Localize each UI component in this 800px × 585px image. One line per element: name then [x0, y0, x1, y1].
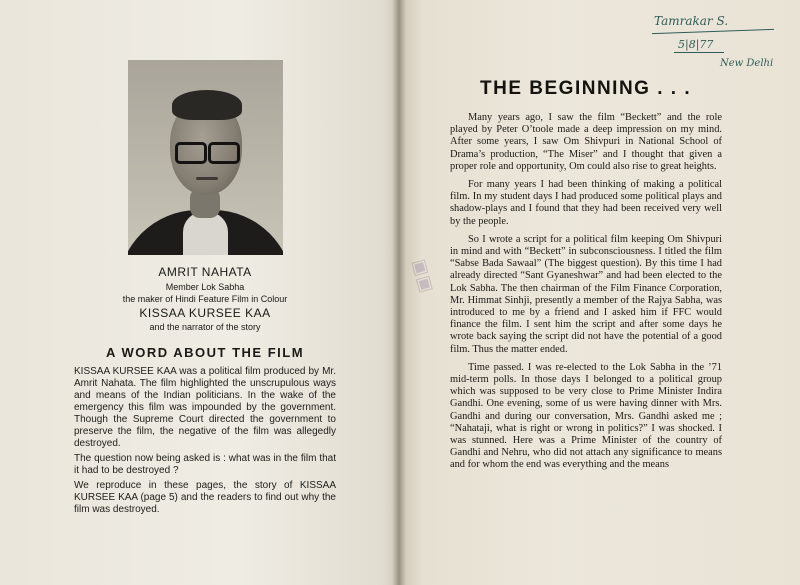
- caption-name: AMRIT NAHATA: [158, 265, 252, 279]
- paragraph: We reproduce in these pages, the story of KISSAA KURSEE KAA (page 5) and the readers to find out why the film was destroyed.: [74, 480, 336, 515]
- handwriting-underline: [674, 52, 724, 53]
- handwritten-place: New Delhi: [720, 58, 774, 69]
- handwritten-name: Tamrakar S.: [654, 14, 729, 28]
- caption-role: Member Lok Sabha: [165, 282, 245, 292]
- faint-stamp: ▣▣: [408, 256, 438, 295]
- caption-narrator: and the narrator of the story: [149, 322, 261, 332]
- paragraph: KISSAA KURSEE KAA was a political film produced by Mr. Amrit Nahata. The film highlighted the unscrupulous ways and means of the Indian politicians. In the wake of the emergency this film was impounded by the government. Though the Supreme Court directed the government to preserve the film, the negative of the film was allegedly destroyed.: [74, 366, 336, 449]
- handwritten-date: 5|8|77: [678, 38, 714, 51]
- caption-maker: the maker of Hindi Feature Film in Colour: [122, 294, 288, 304]
- glasses-icon: [175, 142, 207, 164]
- film-description: [74, 366, 336, 519]
- chapter-title: THE BEGINNING . . .: [480, 78, 692, 99]
- paragraph: Time passed. I was re-elected to the Lok Sabha in the ’71 mid-term polls. In those days I belonged to a political group which was supposed to be very close to Prime Minister Indira Gandhi. One evening, some of us were having dinner with Mrs. Gandhi and during our conversation, Mrs. Gandhi asked me ; “Nahataji, what is right or wrong in politics?” I was shocked. I was stunned. Here was a Prime Minister of the country of Gandhi and Nehru, who did not attach any significance to means and for whom the end was everything and the means: [450, 361, 722, 471]
- paragraph: Many years ago, I saw the film “Beckett” and the role played by Peter O’toole made a deep impression on my mind. After some years, I saw Om Shivpuri in National School of Drama’s production, “The Miser” and I thought that given a proper role and opportunity, Om could also rise to great heights.: [450, 112, 722, 172]
- portrait-photo: [128, 60, 283, 255]
- paragraph: For many years I had been thinking of making a political film. In my student days I had produced some political plays and shadow-plays and I found that they had been received very well by the people.: [450, 179, 722, 227]
- left-page: [0, 0, 398, 585]
- chapter-body: [450, 112, 722, 478]
- section-heading: A WORD ABOUT THE FILM: [105, 345, 305, 360]
- paragraph: The question now being asked is : what was in the film that it had to be destroyed ?: [74, 453, 336, 476]
- paragraph: So I wrote a script for a political film keeping Om Shivpuri in mind and with “Beckett” in subconsciousness. I titled the film “Sabse Bada Sawaal” (The biggest question). By this time I had already directed “Sant Gyaneshwar” and had been elected to the Lok Sabha. The then chairman of the Film Finance Corporation, Mr. Himmat Sinhji, presently a member of the Rajya Sabha, was introduced to me by a friend and I asked him if FFC would finance the film. I sent him the script and after some days he wrote back saying the script did not have the potential of a good film. Thus the matter ended.: [450, 233, 722, 355]
- caption-film-title: KISSAA KURSEE KAA: [139, 306, 271, 320]
